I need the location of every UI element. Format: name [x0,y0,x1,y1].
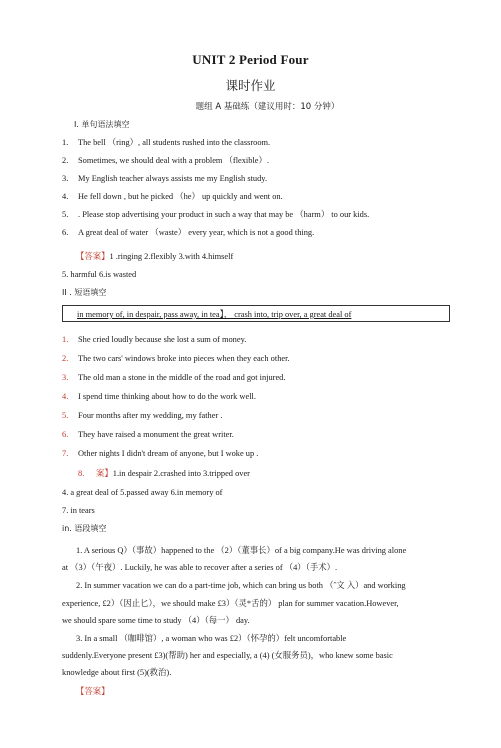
item-text: I spend time thinking about how to do the work well. [78,392,256,401]
item-text: She cried loudly because she lost a sum of money. [78,335,247,344]
section-2-heading: II . 短语填空 [62,288,107,297]
exercise-item [62,448,258,459]
item-number: 1. [62,138,69,147]
exercise-item [62,227,314,238]
item-number: 3. [62,174,69,183]
item-number: 1. [62,335,69,344]
answer-tag: 【答案】 [76,686,110,696]
exercise-item [62,173,267,184]
item-text: Four months after my wedding, my father . [78,411,223,420]
answer-line: 5. harmful 6.is wasted [62,270,137,279]
paragraph-line: at （3）（午夜）. Luckily, he was able to recover after a series of （4）（手术）. [62,563,338,572]
page-title: UNIT 2 Period Four [192,52,309,67]
exercise-item [62,391,256,402]
exercise-item [62,429,234,440]
exercise-item [62,137,270,148]
paragraph-line: suddenly.Everyone present £3)(帮助) her and especially, a (4) (女服务员)，who knew some basic [62,651,393,660]
item-text: . Please stop advertising your product in such a way that may be （harm） to our kids. [78,210,370,219]
item-number: 6. [62,228,69,237]
answer-line: 4. a great deal of 5.passed away 6.in memory of [62,488,223,497]
item-number: 5. [62,210,69,219]
item-text: The bell （ring）, all students rushed into the classroom. [78,138,271,147]
exercise-item [62,410,222,421]
exercise-item [62,353,290,364]
answer-tag: 案】 [96,468,113,478]
exercise-item [62,334,246,345]
exercise-item [62,372,285,383]
item-text: Other nights I didn't dream of anyone, but I woke up . [78,449,259,458]
paragraph-line: 1. A serious Q）（事故）happened to the （2）（董事长）of a big company.He was driving alone [76,546,407,555]
item-text: He fell down , but he picked （he） up quickly and went on. [78,192,283,201]
answer-text: 1.in despair 2.crashed into 3.tripped over [112,469,250,478]
group-note: 题组 A 基础练（建议用时：10 分钟） [195,102,340,112]
item-number: 3. [62,373,69,382]
item-number: 6. [62,430,69,439]
paragraph-line: we should spare some time to study （4）（每一） day. [62,616,250,625]
item-number: 2. [62,354,69,363]
phrase-box-text: in memory of, in despair, pass away, in tea】， crash into, trip over, a great deal of [77,310,352,319]
item-text: The old man a stone in the middle of the road and got injured. [78,373,286,382]
section-3-heading: in. 语段填空 [62,524,107,533]
section-1-heading: I. 单句语法填空 [74,120,130,129]
paragraph-line: 3. In a small （咖啡馆）, a woman who was £2）（怀孕的）felt uncomfortable [76,634,347,643]
item-number: 5. [62,411,69,420]
answer-text: 1 .ringing 2.flexibly 3.with 4.himself [109,252,234,261]
item-text: The two cars' windows broke into pieces when they each other. [78,354,290,363]
item-text: A great deal of water （waste） every year, which is not a good thing. [78,228,315,237]
exercise-item [62,191,283,202]
answer-line [78,468,250,479]
exercise-item [62,209,369,220]
answer-tag: 【答案】 [76,251,110,261]
item-number: 7. [62,449,69,458]
paragraph-line: 2. In summer vacation we can do a part-time job, which can bring us both （ˆ文 入）and working [76,581,406,590]
item-number: 4. [62,392,69,401]
item-number: 2. [62,156,69,165]
item-text: My English teacher always assists me my English study. [78,174,268,183]
answer-line: 7. in tears [62,506,95,515]
phrase-box [62,305,450,322]
paragraph-line: experience, £2）（因止匕），we should make £3）（灵*舌的） plan for summer vacation.However, [62,599,399,608]
answer-line [76,251,233,262]
item-text: Sometimes, we should deal with a problem （flexible）. [78,156,269,165]
paragraph-line: knowledge about first (5)(救治). [62,668,172,677]
answer-number: 8. [78,469,85,478]
item-number: 4. [62,192,69,201]
exercise-item [62,155,269,166]
item-text: They have raised a monument the great writer. [78,430,234,439]
page-subtitle: 课时作业 [225,78,276,93]
